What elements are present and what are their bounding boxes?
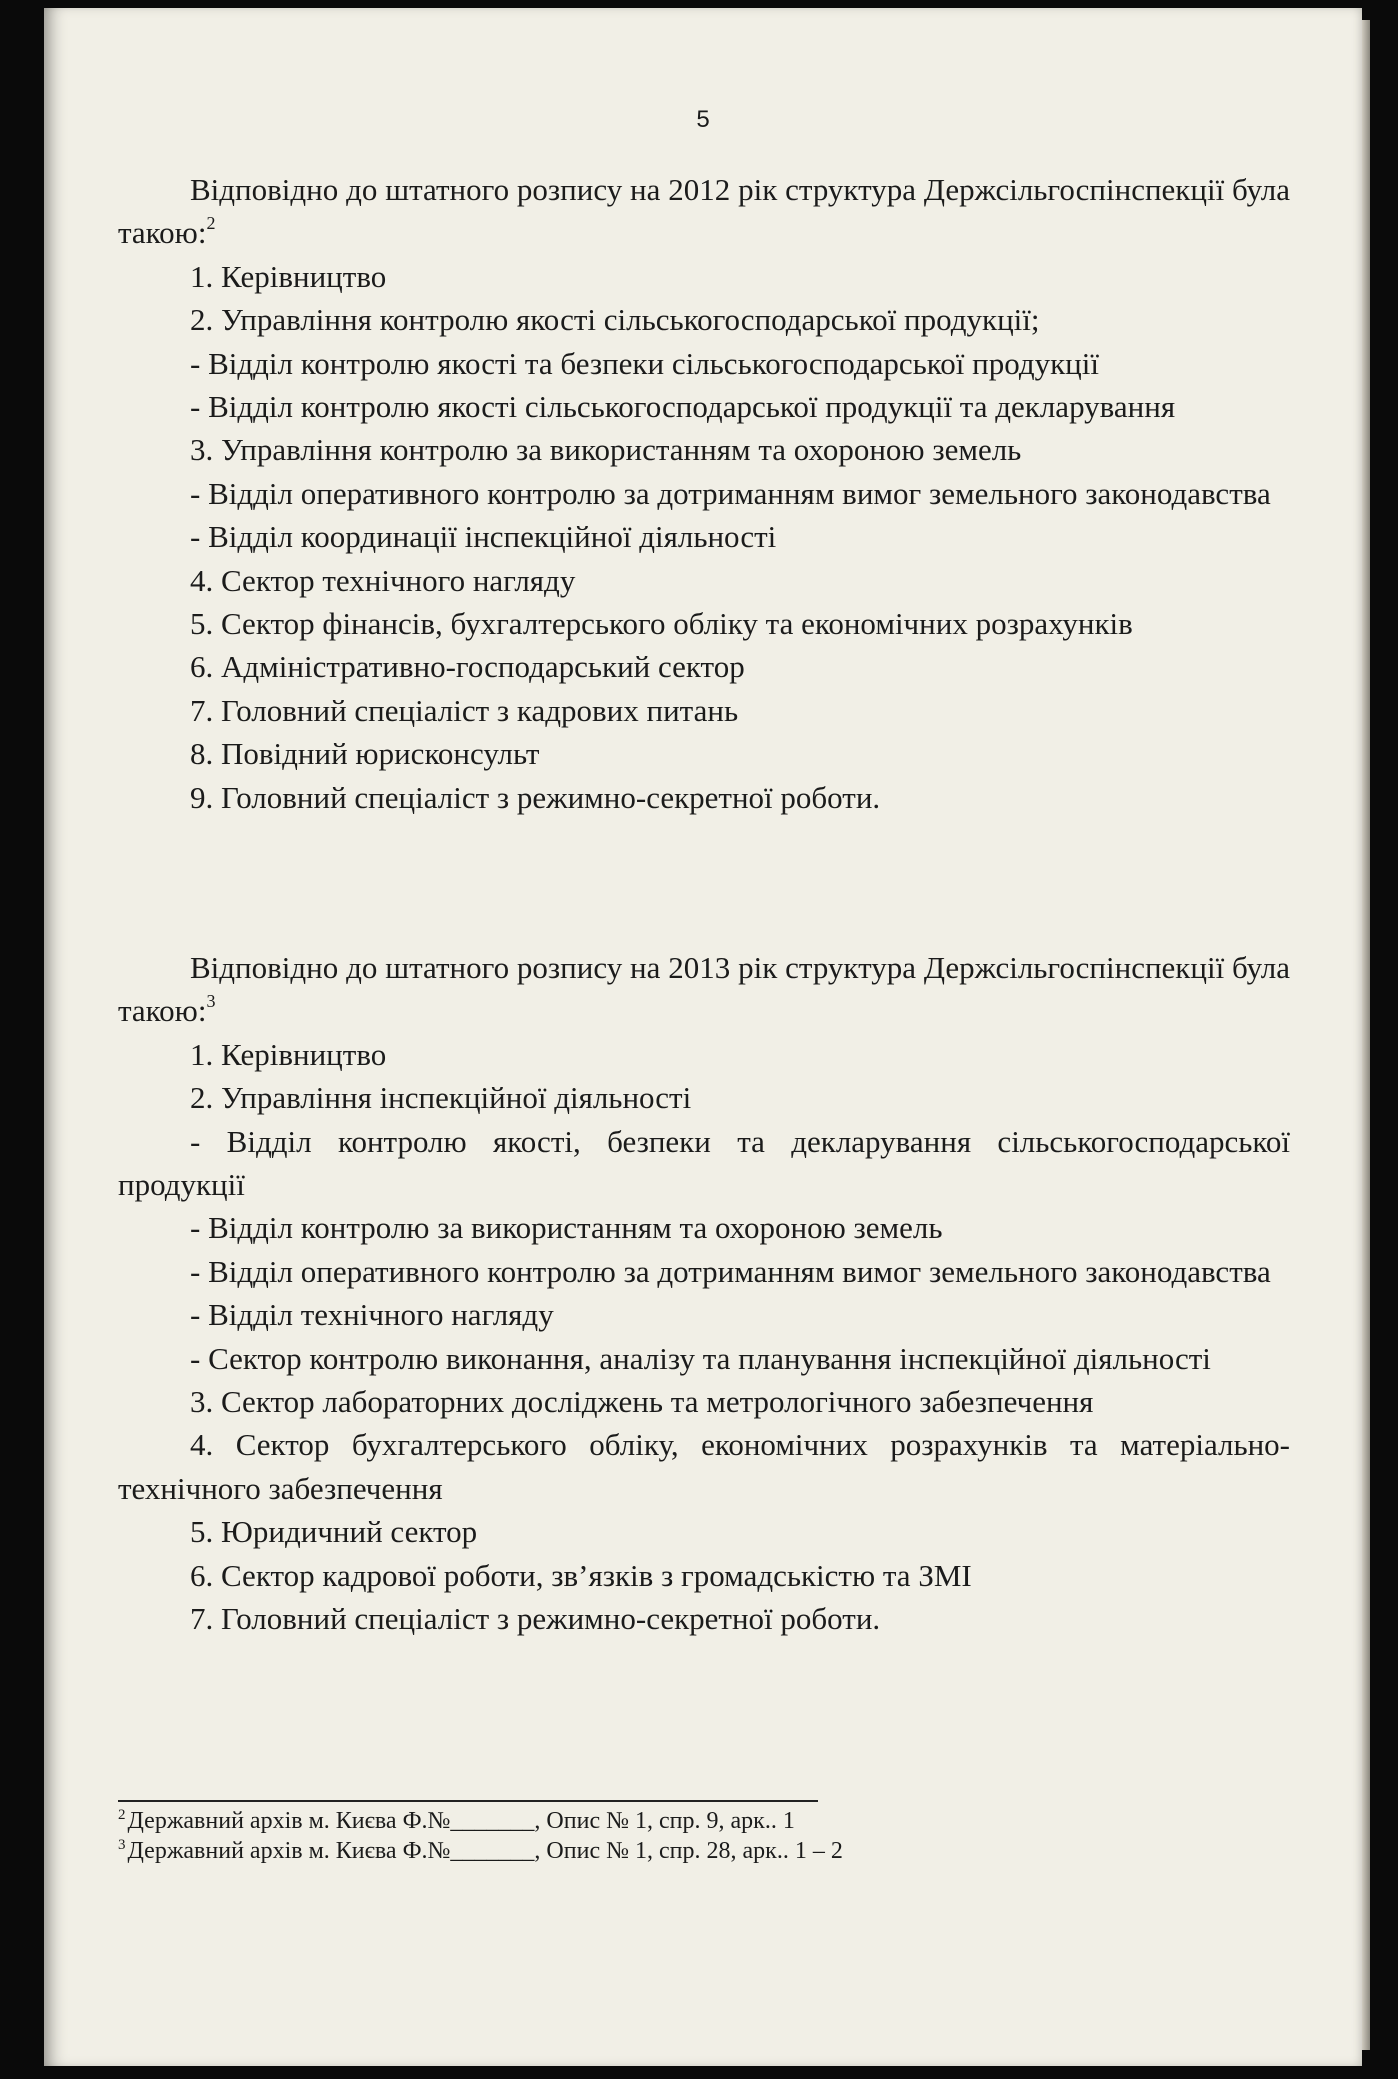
footnote-text: Державний архів м. Києва Ф.№_______, Опис № 1, спр. 28, арк.. 1 – 2: [127, 1838, 843, 1864]
footnote-text: Державний архів м. Києва Ф.№_______, Опис № 1, спр. 9, арк.. 1: [127, 1808, 795, 1834]
footnote: [118, 1806, 1290, 1836]
list-item: - Відділ контролю якості сільськогосподарської продукції та декларування: [190, 389, 1176, 425]
footnotes: [118, 1800, 1290, 1866]
list-item: 4. Сектор бухгалтерського обліку, економічних розрахунків та матеріально-технічного забезпечення: [118, 1427, 1290, 1506]
section-intro: Відповідно до штатного розпису на 2013 рік структура Держсільгоспінспекції була такою:$^3$: [118, 950, 1290, 1029]
list-item: - Відділ координації інспекційної діяльності: [190, 519, 777, 555]
list-item: 3. Сектор лабораторних досліджень та метрологічного забезпечення: [190, 1384, 1094, 1420]
list-item: 1. Керівництво: [190, 258, 387, 294]
page-number: 5: [696, 106, 710, 133]
document-page: [44, 8, 1362, 2066]
list-item: - Відділ оперативного контролю за дотриманням вимог земельного законодавства: [190, 1253, 1271, 1289]
footnote-ref[interactable]: 3: [206, 991, 216, 1012]
footnote: [118, 1836, 1290, 1866]
list-item: 5. Юридичний сектор: [190, 1514, 478, 1550]
list-item: 7. Головний спеціаліст з кадрових питань: [190, 692, 739, 728]
section-intro: Відповідно до штатного розпису на 2012 рік структура Держсільгоспінспекції була такою:$^2$: [118, 172, 1290, 251]
footnote-divider: [118, 1800, 818, 1802]
list-item: 1. Керівництво: [190, 1036, 387, 1072]
list-item: 6. Адміністративно-господарський сектор: [190, 649, 745, 685]
list-item: 4. Сектор технічного нагляду: [190, 562, 576, 598]
list-item: 9. Головний спеціаліст з режимно-секретної роботи.: [190, 779, 881, 815]
list-item: - Відділ контролю якості, безпеки та декларування сільськогосподарської продукції: [118, 1123, 1290, 1203]
footnote-mark: 2: [118, 1807, 126, 1823]
list-item: - Відділ контролю за використанням та охороною земель: [190, 1210, 943, 1246]
list-item: 6. Сектор кадрової роботи, зв’язків з громадськістю та ЗМІ: [190, 1557, 972, 1593]
list-item: 2. Управління інспекційної діяльності: [190, 1080, 692, 1116]
section-2012-structure: [118, 168, 1290, 819]
footnote-ref[interactable]: 2: [206, 213, 216, 234]
page-edge: [1362, 20, 1370, 2050]
list-item: - Відділ контролю якості та безпеки сільськогосподарської продукції: [190, 345, 1099, 381]
list-item: 7. Головний спеціаліст з режимно-секретної роботи.: [190, 1601, 881, 1637]
list-item: - Сектор контролю виконання, аналізу та планування інспекційної діяльності: [190, 1340, 1211, 1376]
list-item: 2. Управління контролю якості сільськогосподарської продукції;: [190, 302, 1040, 338]
list-item: 3. Управління контролю за використанням та охороною земель: [190, 432, 1022, 468]
list-item: - Відділ оперативного контролю за дотриманням вимог земельного законодавства: [190, 475, 1271, 511]
footnote-mark: 3: [118, 1837, 126, 1853]
section-2013-structure: [118, 946, 1290, 1641]
list-item: 5. Сектор фінансів, бухгалтерського обліку та економічних розрахунків: [190, 606, 1133, 642]
list-item: 8. Повідний юрисконсульт: [190, 736, 540, 772]
list-item: - Відділ технічного нагляду: [190, 1297, 554, 1333]
